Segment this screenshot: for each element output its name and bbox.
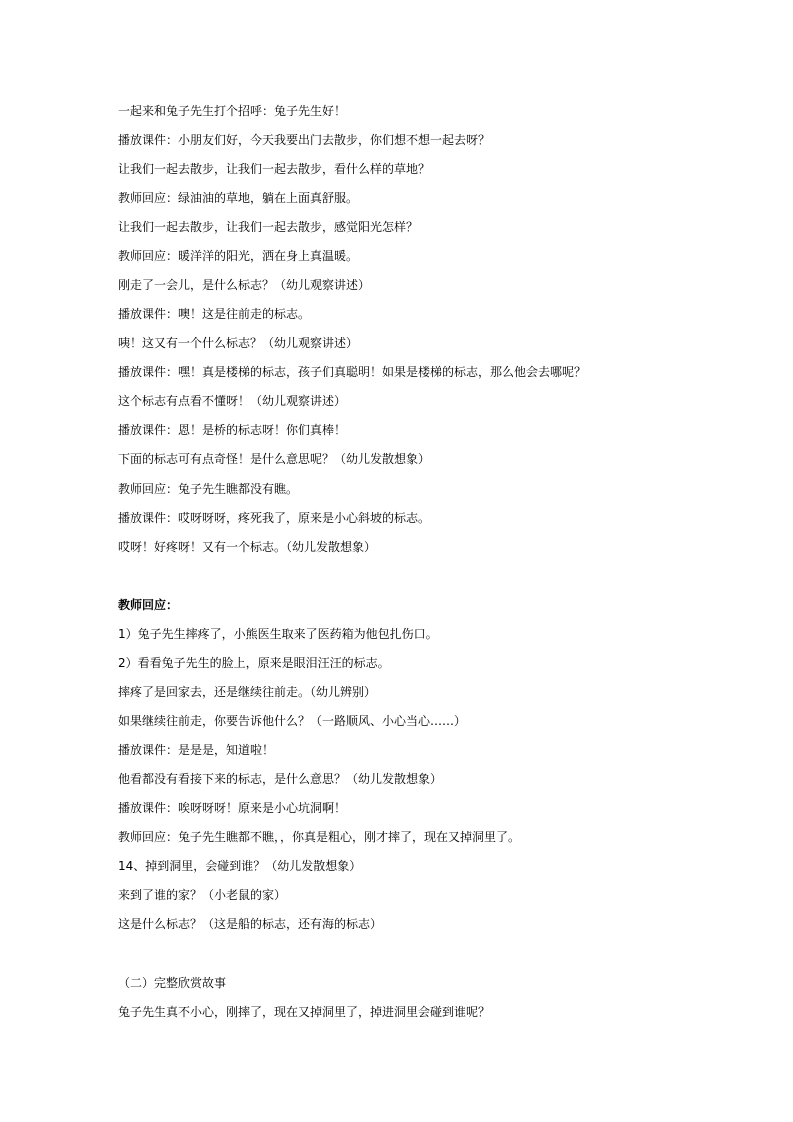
text-line: 播放课件：哎呀呀呀，疼死我了，原来是小心斜坡的标志。 xyxy=(118,511,431,525)
text-line: 咦！这又有一个什么标志？（幼儿观察讲述） xyxy=(118,336,359,350)
text-line: 14、掉到洞里，会碰到谁？（幼儿发散想象） xyxy=(118,859,362,873)
text-line: 摔疼了是回家去，还是继续往前走。（幼儿辨别） xyxy=(118,685,377,699)
section-heading: （二）完整欣赏故事 xyxy=(118,976,227,990)
text-line: 他看都没有看接下来的标志，是什么意思？（幼儿发散想象） xyxy=(118,772,443,786)
text-line: 播放课件：是是是，知道啦！ xyxy=(118,743,275,757)
text-line: 1）兔子先生摔疼了，小熊医生取来了医药箱为他包扎伤口。 xyxy=(118,627,438,641)
text-line: 播放课件：噢！这是往前走的标志。 xyxy=(118,307,311,321)
text-line: 播放课件：嘿！真是楼梯的标志，孩子们真聪明！如果是楼梯的标志，那么他会去哪呢？ xyxy=(118,365,587,379)
text-line: 教师回应：兔子先生瞧都不瞧，，你真是粗心，刚才摔了，现在又掉洞里了。 xyxy=(118,830,521,844)
text-line: 播放课件：唉呀呀呀！原来是小心坑洞啊！ xyxy=(118,801,347,815)
text-line: 这个标志有点看不懂呀！（幼儿观察讲述） xyxy=(118,394,347,408)
text-line: 一起来和兔子先生打个招呼：兔子先生好！ xyxy=(118,104,347,118)
text-line: 教师回应：绿油油的草地，躺在上面真舒服。 xyxy=(118,191,359,205)
text-line: 哎呀！好疼呀！又有一个标志。（幼儿发散想象） xyxy=(118,540,377,554)
text-line: 教师回应：兔子先生瞧都没有瞧。 xyxy=(118,482,299,496)
text-line: 这是什么标志？（这是船的标志，还有海的标志） xyxy=(118,917,383,931)
text-line: 兔子先生真不小心，刚摔了，现在又掉洞里了，掉进洞里会碰到谁呢？ xyxy=(118,1005,491,1019)
text-line: 下面的标志可有点奇怪！是什么意思呢？（幼儿发散想象） xyxy=(118,452,431,466)
text-line: 让我们一起去散步，让我们一起去散步，感觉阳光怎样？ xyxy=(118,220,419,234)
text-line: 刚走了一会儿，是什么标志？（幼儿观察讲述） xyxy=(118,278,371,292)
section-heading: 教师回应： xyxy=(118,598,179,612)
text-line: 让我们一起去散步，让我们一起去散步，看什么样的草地？ xyxy=(118,162,431,176)
text-line: 播放课件：恩！是桥的标志呀！你们真棒！ xyxy=(118,423,347,437)
text-line: 如果继续往前走，你要告诉他什么？（一路顺风、小心当心……） xyxy=(118,714,467,728)
text-line: 2）看看兔子先生的脸上，原来是眼泪汪汪的标志。 xyxy=(118,656,390,670)
text-line: 播放课件：小朋友们好，今天我要出门去散步，你们想不想一起去呀？ xyxy=(118,133,491,147)
text-line: 来到了谁的家？（小老鼠的家） xyxy=(118,888,287,902)
text-line: 教师回应：暖洋洋的阳光，洒在身上真温暖。 xyxy=(118,249,359,263)
